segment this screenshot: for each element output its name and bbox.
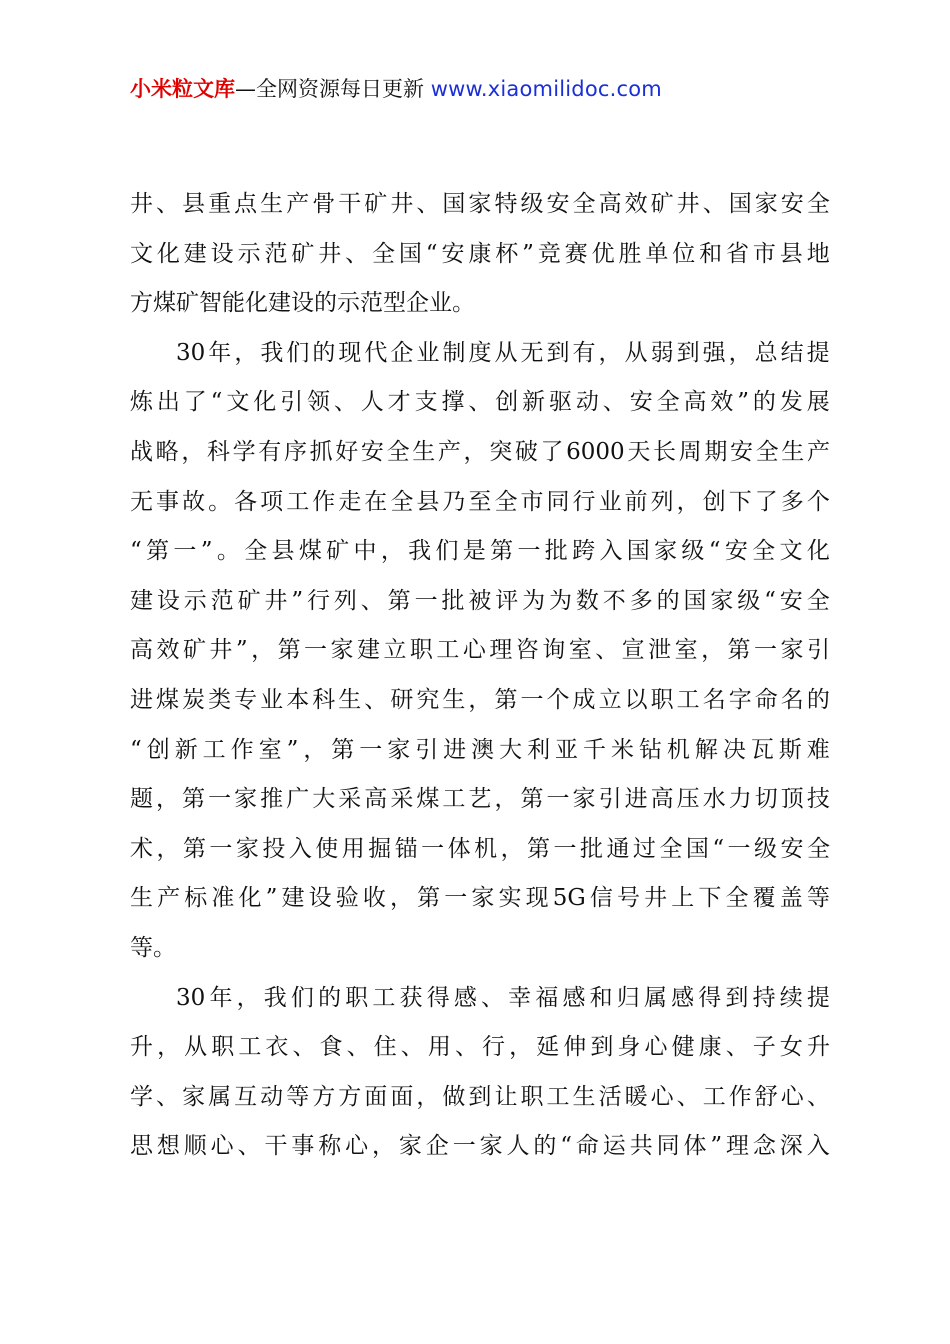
text-line: 井 、 县 重 点 生 产 骨 干 矿 井 、 国 家 特 级 安 全 高 效 矿 井 、 国 家 安 全 — [130, 191, 830, 217]
header-tagline: —全网资源每日更新 — [235, 77, 431, 101]
text-line: 方 煤 矿 智 能 化 建 设 的 示 范 型 企 业 。 — [130, 290, 475, 317]
text-line: 无 事 故 。 各 项 工 作 走 在 全 县 乃 至 全 市 同 行 业 前 列 ， 创 下 了 多 个 — [130, 488, 830, 515]
text-line: 术 ， 第 一 家 投 入 使 用 掘 锚 一 体 机 ， 第 一 批 通 过 全 国 “ 一 级 安 全 — [130, 835, 830, 862]
text-line: 学 、 家 属 互 动 等 方 方 面 面 ， 做 到 让 职 工 生 活 暖 心 、 工 作 舒 心 、 — [130, 1083, 830, 1110]
text-line: 高 效 矿 井 ” ， 第 一 家 建 立 职 工 心 理 咨 询 室 、 宣 泄 室 ， 第 一 家 引 — [130, 637, 830, 664]
text-line: 进 煤 炭 类 专 业 本 科 生 、 研 究 生 ， 第 一 个 成 立 以 职 工 名 字 命 名 的 — [130, 686, 830, 713]
text-line: 炼 出 了 “ 文 化 引 领 、 人 才 支 撑 、 创 新 驱 动 、 安 全 高 效 ” 的 发 展 — [130, 389, 830, 416]
document-body — [130, 180, 830, 1172]
text-line: 文 化 建 设 示 范 矿 井 、 全 国 “ 安 康 杯 ” 竞 赛 优 胜 单 位 和 省 市 县 地 — [130, 240, 830, 267]
text-line: 等 。 — [130, 934, 176, 961]
brand-name: 小米粒文库 — [130, 77, 235, 101]
text-line: 题 ， 第 一 家 推 广 大 采 高 采 煤 工 艺 ， 第 一 家 引 进 高 压 水 力 切 顶 技 — [130, 786, 830, 813]
text-line: “ 第 一 ” 。 全 县 煤 矿 中 ， 我 们 是 第 一 批 跨 入 国 家 级 “ 安 全 文 化 — [130, 538, 830, 565]
text-line: 战 略 ， 科 学 有 序 抓 好 安 全 生 产 ， 突 破 了 6000 天 长 周 期 安 全 生 产 — [130, 438, 830, 465]
text-line: 生 产 标 准 化 ” 建 设 验 收 ， 第 一 家 实 现 5G 信 号 井 上 下 全 覆 盖 等 — [130, 885, 830, 912]
text-line: “ 创 新 工 作 室 ” ， 第 一 家 引 进 澳 大 利 亚 千 米 钻 机 解 决 瓦 斯 难 — [130, 736, 830, 763]
site-url-link[interactable]: www.xiaomilidoc.com — [430, 77, 662, 101]
page-header — [130, 72, 850, 106]
text-line: 30 年 ， 我 们 的 职 工 获 得 感 、 幸 福 感 和 归 属 感 得 到 持 续 提 — [176, 984, 830, 1011]
text-line: 思 想 顺 心 、 干 事 称 心 ， 家 企 一 家 人 的 “ 命 运 共 同 体 ” 理 念 深 入 — [130, 1133, 830, 1160]
text-line: 升 ， 从 职 工 衣 、 食 、 住 、 用 、 行 ， 延 伸 到 身 心 健 康 、 子 女 升 — [130, 1034, 830, 1061]
text-line: 建 设 示 范 矿 井 ” 行 列 、 第 一 批 被 评 为 为 数 不 多 的 国 家 级 “ 安 全 — [130, 587, 830, 614]
text-line: 30 年 ， 我 们 的 现 代 企 业 制 度 从 无 到 有 ， 从 弱 到 强 ， 总 结 提 — [176, 339, 830, 366]
